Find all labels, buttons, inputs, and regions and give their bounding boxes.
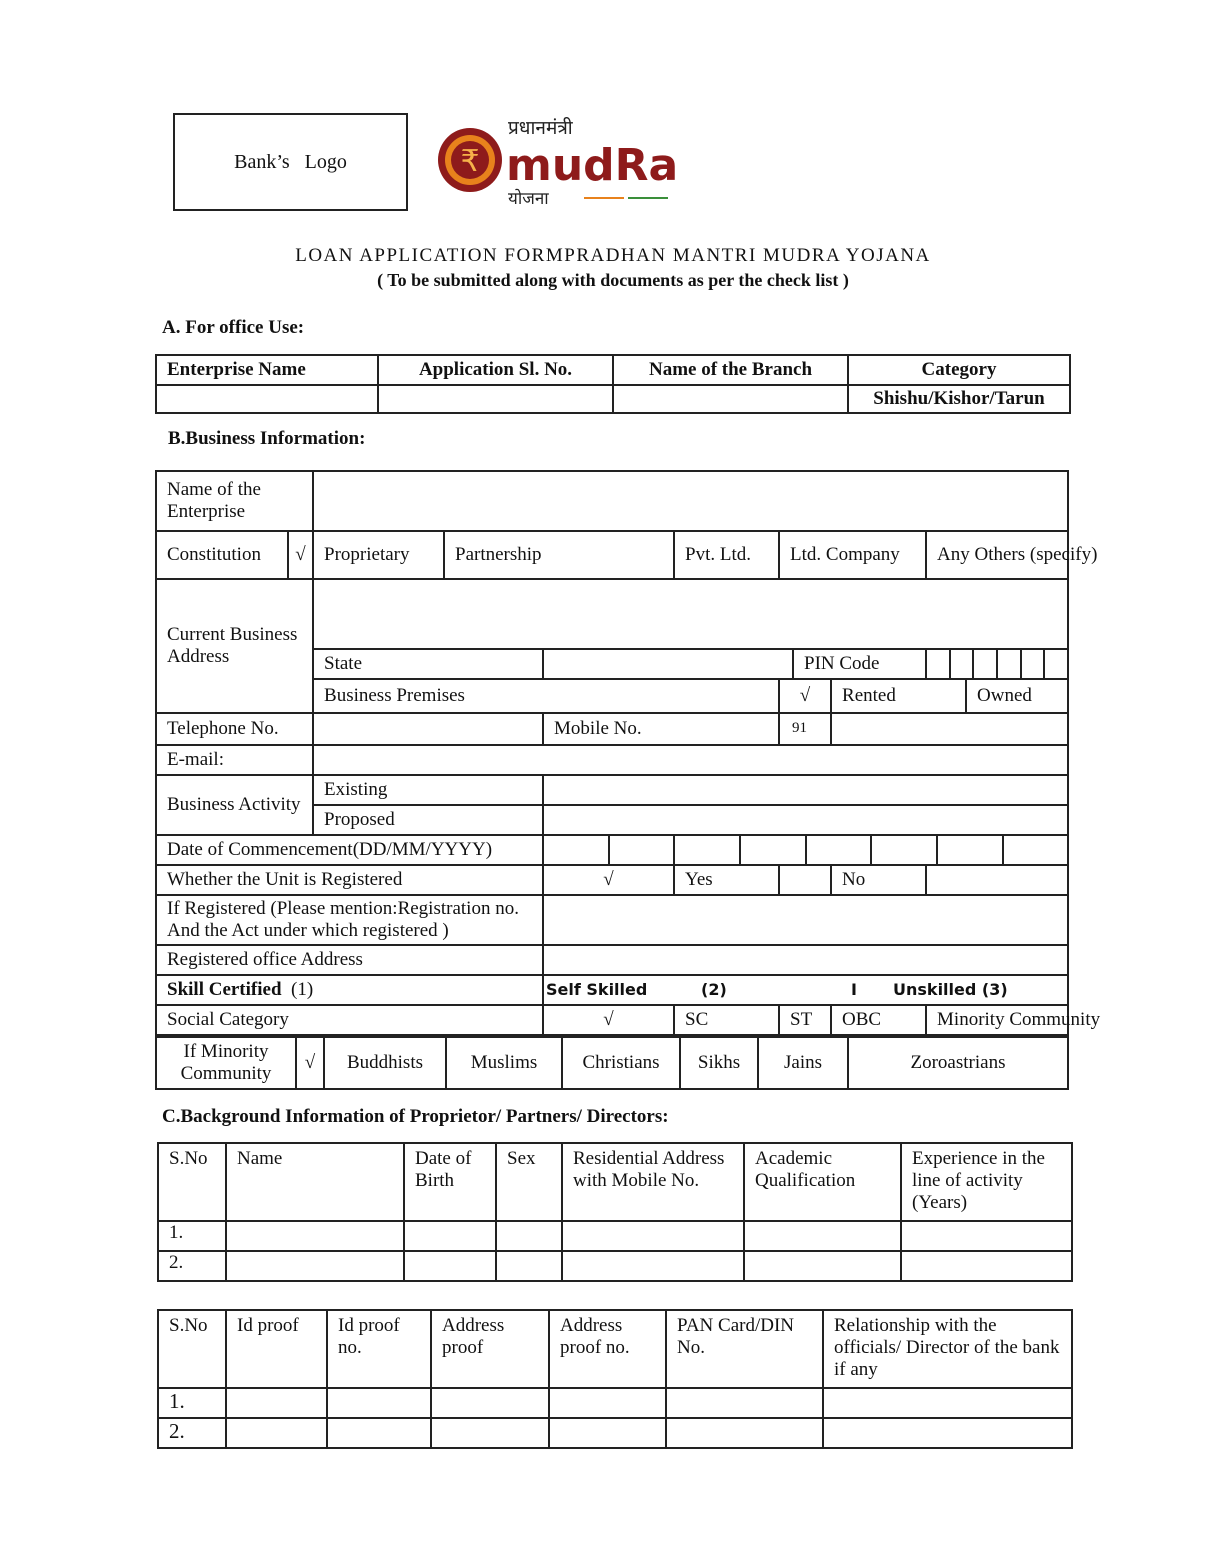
table-cell[interactable]: [744, 1251, 901, 1281]
option-buddhists[interactable]: Buddhists: [324, 1037, 446, 1089]
option-obc[interactable]: OBC: [831, 1005, 926, 1035]
sno-header: S.No: [158, 1143, 226, 1221]
registration-input[interactable]: [543, 895, 1068, 945]
row-number: 2.: [158, 1251, 226, 1281]
state-label: State: [313, 649, 543, 679]
branch-name-field[interactable]: [613, 385, 848, 413]
pm-text: प्रधानमंत्री: [508, 117, 573, 139]
existing-input[interactable]: [543, 775, 1068, 805]
enterprise-name-input[interactable]: [313, 471, 1068, 531]
residential-address-header: Residential Address with Mobile No.: [562, 1143, 744, 1221]
rupee-symbol: ₹: [460, 144, 480, 179]
option-christians[interactable]: Christians: [562, 1037, 680, 1089]
relationship-header: Relationship with the officials/ Director of the bank if any: [823, 1310, 1072, 1388]
skill-2-code: (2): [701, 979, 727, 999]
option-pvt-ltd[interactable]: Pvt. Ltd.: [674, 531, 779, 579]
table-cell[interactable]: [226, 1251, 404, 1281]
proposed-input[interactable]: [543, 805, 1068, 835]
skill-separator: I: [851, 979, 857, 999]
mudra-logo: [436, 110, 679, 210]
section-a-heading: A. For office Use:: [162, 317, 305, 338]
option-sc[interactable]: SC: [674, 1005, 779, 1035]
date-commencement-boxes[interactable]: [543, 835, 1068, 865]
enterprise-name-field[interactable]: [156, 385, 378, 413]
address-proof-header: Address proof: [431, 1310, 549, 1388]
option-sikhs[interactable]: Sikhs: [680, 1037, 758, 1089]
table-cell[interactable]: [823, 1418, 1072, 1448]
state-input[interactable]: [543, 649, 793, 679]
table-cell[interactable]: [901, 1221, 1072, 1251]
option-jains[interactable]: Jains: [758, 1037, 848, 1089]
date-commencement-label: Date of Commencement(DD/MM/YYYY): [156, 835, 543, 865]
bank-logo-placeholder: Bank’s Logo: [173, 113, 408, 211]
table-cell[interactable]: [562, 1221, 744, 1251]
skill-certified-label: Skill Certified: [167, 979, 282, 1001]
table-cell[interactable]: [327, 1418, 431, 1448]
category-value[interactable]: Shishu/Kishor/Tarun: [848, 385, 1070, 413]
skill-certified-option[interactable]: [156, 975, 543, 1005]
experience-header: Experience in the line of activity (Years): [901, 1143, 1072, 1221]
background-table-1: [157, 1142, 1073, 1282]
option-rented[interactable]: Rented: [831, 679, 966, 713]
table-cell[interactable]: [226, 1418, 327, 1448]
option-yes[interactable]: Yes: [674, 865, 779, 895]
constitution-label: Constitution: [156, 531, 288, 579]
row-number: 2.: [158, 1418, 226, 1448]
existing-label: Existing: [313, 775, 543, 805]
option-partnership[interactable]: Partnership: [444, 531, 674, 579]
table-cell[interactable]: [404, 1251, 496, 1281]
proposed-label: Proposed: [313, 805, 543, 835]
current-address-label: Current Business Address: [156, 579, 313, 713]
office-use-table: [155, 354, 1071, 414]
if-minority-label: If Minority Community: [156, 1037, 296, 1089]
mobile-prefix: 91: [779, 713, 831, 745]
row-number: 1.: [158, 1221, 226, 1251]
enterprise-name-label: Name of the Enterprise: [156, 471, 313, 531]
academic-qualification-header: Academic Qualification: [744, 1143, 901, 1221]
checkmark-icon: √: [543, 865, 674, 895]
form-title: LOAN APPLICATION FORMPRADHAN MANTRI MUDRA YOJANA: [295, 245, 931, 266]
table-cell[interactable]: [404, 1221, 496, 1251]
application-no-field[interactable]: [378, 385, 613, 413]
section-c-heading: C.Background Information of Proprietor/ Partners/ Directors:: [162, 1106, 669, 1127]
table-cell[interactable]: [744, 1221, 901, 1251]
yes-blank: [779, 865, 831, 895]
table-cell[interactable]: [549, 1388, 666, 1418]
option-self-skilled[interactable]: Self Skilled: [546, 979, 648, 999]
table-cell[interactable]: [666, 1388, 823, 1418]
business-activity-label: Business Activity: [156, 775, 313, 835]
no-blank: [926, 865, 1068, 895]
checkmark-icon: √: [779, 679, 831, 713]
mudra-text: mudRa: [506, 140, 679, 191]
registered-office-label: Registered office Address: [156, 945, 543, 975]
table-cell[interactable]: [327, 1388, 431, 1418]
social-category-label: Social Category: [156, 1005, 543, 1035]
option-ltd-company[interactable]: Ltd. Company: [779, 531, 926, 579]
if-registered-label: If Registered (Please mention:Registration no. And the Act under which registered ): [156, 895, 543, 945]
application-no-header: Application Sl. No.: [378, 355, 613, 385]
yojana-text: योजना: [508, 189, 549, 209]
unit-registered-label: Whether the Unit is Registered: [156, 865, 543, 895]
form-subtitle: ( To be submitted along with documents as per the check list ): [377, 270, 849, 290]
table-cell[interactable]: [226, 1388, 327, 1418]
table-cell[interactable]: [226, 1221, 404, 1251]
sex-header: Sex: [496, 1143, 562, 1221]
pin-code-boxes[interactable]: [926, 649, 1068, 679]
enterprise-name-header: Enterprise Name: [156, 355, 378, 385]
option-proprietary[interactable]: Proprietary: [313, 531, 444, 579]
dob-header: Date of Birth: [404, 1143, 496, 1221]
table-cell[interactable]: [666, 1418, 823, 1448]
skill-1-code: (1): [291, 979, 314, 1001]
address-proof-no-header: Address proof no.: [549, 1310, 666, 1388]
table-cell[interactable]: [496, 1251, 562, 1281]
mobile-input[interactable]: [831, 713, 1068, 745]
option-unskilled[interactable]: Unskilled (3): [893, 979, 1008, 999]
name-header: Name: [226, 1143, 404, 1221]
option-any-others[interactable]: Any Others (specify): [926, 531, 1068, 579]
table-cell[interactable]: [431, 1418, 549, 1448]
checkmark-icon: √: [288, 531, 313, 579]
skill-options: [543, 975, 1068, 1005]
sno-header: S.No: [158, 1310, 226, 1388]
table-cell[interactable]: [562, 1251, 744, 1281]
option-muslims[interactable]: Muslims: [446, 1037, 562, 1089]
table-cell[interactable]: [431, 1388, 549, 1418]
pin-code-label: PIN Code: [793, 649, 926, 679]
minority-table: [155, 1036, 1069, 1090]
pan-din-header: PAN Card/DIN No.: [666, 1310, 823, 1388]
telephone-label: Telephone No.: [156, 713, 313, 745]
business-info-table: [155, 470, 1101, 1036]
telephone-input[interactable]: [313, 713, 543, 745]
checkmark-icon: √: [296, 1037, 324, 1089]
registered-office-input[interactable]: [543, 945, 1068, 975]
id-proof-no-header: Id proof no.: [327, 1310, 431, 1388]
email-label: E-mail:: [156, 745, 313, 775]
category-header: Category: [848, 355, 1070, 385]
mobile-label: Mobile No.: [543, 713, 779, 745]
table-cell[interactable]: [823, 1388, 1072, 1418]
option-st[interactable]: ST: [779, 1005, 831, 1035]
branch-name-header: Name of the Branch: [613, 355, 848, 385]
table-cell[interactable]: [901, 1251, 1072, 1281]
row-number: 1.: [158, 1388, 226, 1418]
option-minority[interactable]: Minority Community: [926, 1005, 1068, 1035]
background-table-2: [157, 1309, 1073, 1449]
email-input[interactable]: [313, 745, 1068, 775]
current-address-input[interactable]: [313, 579, 1068, 649]
option-no[interactable]: No: [831, 865, 926, 895]
business-premises-label: Business Premises: [313, 679, 779, 713]
checkmark-icon: √: [543, 1005, 674, 1035]
option-zoroastrians[interactable]: Zoroastrians: [848, 1037, 1068, 1089]
section-b-heading: B.Business Information:: [168, 428, 366, 449]
table-cell[interactable]: [496, 1221, 562, 1251]
table-cell[interactable]: [549, 1418, 666, 1448]
option-owned[interactable]: Owned: [966, 679, 1068, 713]
id-proof-header: Id proof: [226, 1310, 327, 1388]
